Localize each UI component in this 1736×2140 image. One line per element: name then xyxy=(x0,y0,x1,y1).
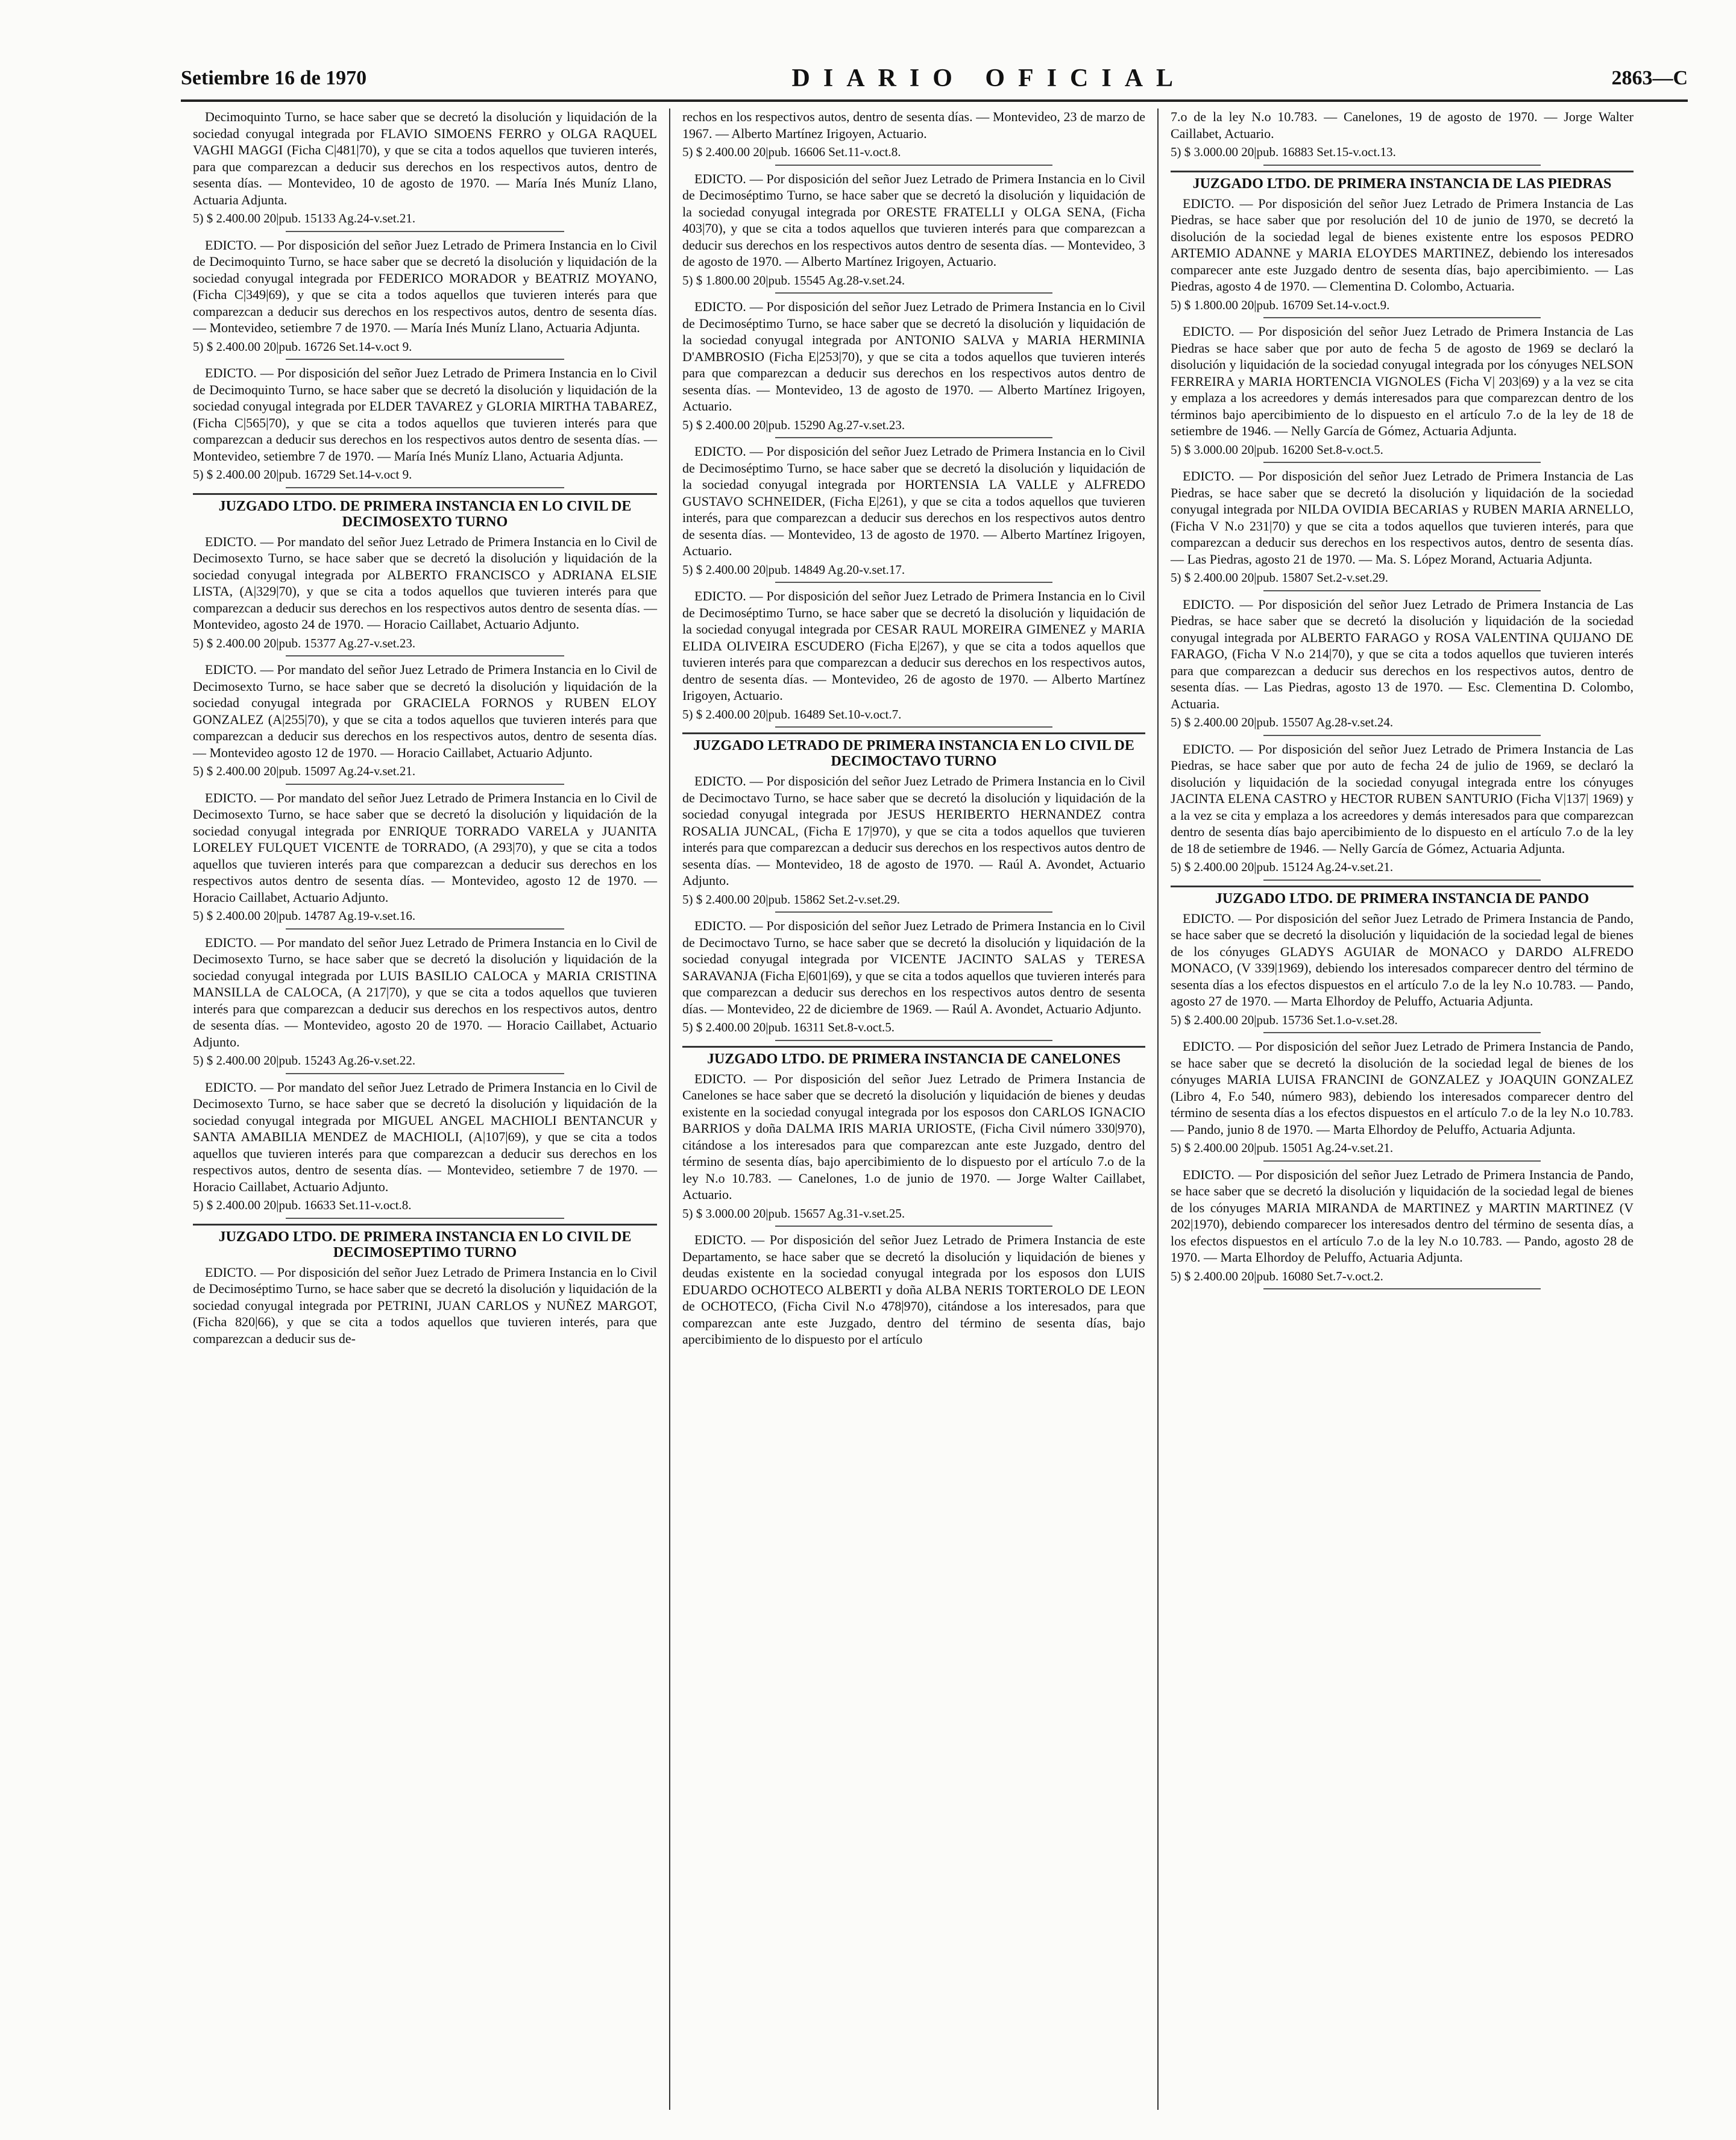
notice-separator xyxy=(286,359,564,360)
edict-notice: Decimoquinto Turno, se hace saber que se decretó la disolución y liquidación de la sociedad conyugal integrada por FLAVIO SIMOENS FERRO y OLGA RAQUEL VAGHI MAGGI (Ficha C|481|70), y que se cita a todos aquellos que tuvieren interés, para que comparezcan a deducir sus derechos en los respectivos autos, dentro de sesenta días. — Montevideo, 10 de agosto de 1970. — María Inés Muníz Llano, Actuaria Adjunta. xyxy=(193,109,657,207)
publication-fee-line: 5) $ 3.000.00 20|pub. 15657 Ag.31-v.set.25. xyxy=(682,1206,905,1221)
court-section-heading: JUZGADO LTDO. DE PRIMERA INSTANCIA DE CANELONES xyxy=(682,1046,1145,1067)
publication-fee-line: 5) $ 2.400.00 20|pub. 15097 Ag.24-v.set.21. xyxy=(193,764,416,778)
notice-separator xyxy=(1263,462,1541,463)
publication-fee-line: 5) $ 2.400.00 20|pub. 15807 Set.2-v.set.29. xyxy=(1171,570,1388,585)
notice-separator xyxy=(775,1040,1053,1041)
notice-separator xyxy=(286,231,564,232)
publication-fee-line: 5) $ 2.400.00 20|pub. 16311 Set.8-v.oct.5. xyxy=(682,1020,895,1034)
column-3 xyxy=(1157,109,1646,2110)
edict-notice: EDICTO. — Por mandato del señor Juez Letrado de Primera Instancia en lo Civil de Decimosexto Turno, se hace saber que se decretó la disolución y liquidación de la sociedad conyugal integrada por ENRIQUE TORRADO VARELA y JUANITA LORELEY FULQUET VICENTE de TORRADO, (A 293|70), y que se cita a todos aquellos que tuvieren interés para que comparezcan a deducir sus derechos en los respectivos autos dentro de sesenta días. — Montevideo, agosto 12 de 1970. — Horacio Caillabet, Actuario Adjunto. xyxy=(193,790,657,905)
notice-separator xyxy=(286,487,564,488)
edict-notice: EDICTO. — Por disposición del señor Juez Letrado de Primera Instancia de Las Piedras se hace saber que por auto de fecha 5 de agosto de 1969 se declaró la disolución y liquidación de la sociedad conyugal integrada por los cónyuges NELSON FERREIRA y MARIA HORTENCIA VIGNOLES (Ficha V| 203|69) y a la vez se cita y emplaza a los acreedores y demás interesados para que comparezcan dentro de los términos bajo apercibimiento de lo dispuesto en el artículo 7.o de la ley de 18 de setiembre de 1946. — Nelly García de Gómez, Actuaria Adjunta. xyxy=(1171,324,1634,438)
edict-notice: EDICTO. — Por disposición del señor Juez Letrado de Primera Instancia de este Departamento, se hace saber que se decretó la disolución y liquidación de bienes y deudas existente en la sociedad conyugal integrada por los esposos don LUIS EDUARDO OCHOTECO ALBERTI y doña ALBA NERIS TORTEROLO DE LEON de OCHOTECO, (Ficha Civil N.o 478|970), citándose a los interesados, para que comparezcan ante este Juzgado, dentro del término de sesenta días, bajo apercibimiento de lo dispuesto por el artículo xyxy=(682,1232,1145,1347)
edict-notice: EDICTO. — Por disposición del señor Juez Letrado de Primera Instancia en lo Civil de Decimoséptimo Turno, se hace saber que se decretó la disolución y liquidación de la sociedad conyugal integrada por CESAR RAUL MOREIRA GIMENEZ y MARIA ELIDA OLIVEIRA ESCUDERO (Ficha E|267), y que se cita a todos aquellos que tuvieren interés para que comparezcan a deducir sus derechos en los respectivos autos, dentro de sesenta días. — Montevideo, 26 de agosto de 1970. — Alberto Martínez Irigoyen, Actuario. xyxy=(682,588,1145,703)
notice-separator xyxy=(286,784,564,785)
columns xyxy=(181,109,1688,2110)
publication-fee-line: 5) $ 2.400.00 20|pub. 15243 Ag.26-v.set.22. xyxy=(193,1053,416,1068)
edict-notice: EDICTO. — Por disposición del señor Juez Letrado de Primera Instancia de Pando, se hace saber que se decretó la disolución de la sociedad legal de bienes de los cónyuges MARIA LUISA FRANCINI de GONZALEZ y JOAQUIN GONZALEZ (Libro 4, F.o 540, número 983), debiendo los interesados comparecer dentro del término de sesenta días a los efectos dispuestos en el artículo 7.o de la ley N.o 10.783. — Pando, junio 8 de 1970. — Marta Elhordoy de Peluffo, Actuaria Adjunta. xyxy=(1171,1039,1634,1137)
notice-separator xyxy=(1263,735,1541,736)
publication-fee-line: 5) $ 2.400.00 20|pub. 16633 Set.11-v.oct.8. xyxy=(193,1198,412,1212)
column-1 xyxy=(181,109,669,2110)
edict-notice: EDICTO. — Por mandato del señor Juez Letrado de Primera Instancia en lo Civil de Decimosexto Turno, se hace saber que se decretó la disolución y liquidación de la sociedad conyugal integrada por GRACIELA FORNOS y RUBEN ELOY GONZALEZ (A|255|70), y que se cita a todos aquellos que tuvieren interés para que comparezcan a deducir sus derechos en los respectivos autos, dentro de sesenta días. — Montevideo agosto 12 de 1970. — Horacio Caillabet, Actuario Adjunto. xyxy=(193,662,657,760)
court-section-heading: JUZGADO LETRADO DE PRIMERA INSTANCIA EN LO CIVIL DE DECIMOCTAVO TURNO xyxy=(682,732,1145,769)
publication-fee-line: 5) $ 2.400.00 20|pub. 14849 Ag.20-v.set.17. xyxy=(682,562,905,577)
edict-notice: EDICTO. — Por disposición del señor Juez Letrado de Primera Instancia en lo Civil de Decimoséptimo Turno, se hace saber que se decretó la disolución y liquidación de la sociedad conyugal integrada por ORESTE FRATELLI y OLGA SENA, (Ficha 403|70), y que se cita a todos aquellos que tuvieren interés para que comparezcan a deducir sus derechos en los respectivos autos dentro de sesenta días. — Montevideo, 3 de agosto de 1970. — Alberto Martínez Irigoyen, Actuario. xyxy=(682,171,1145,269)
publication-fee-line: 5) $ 2.400.00 20|pub. 16729 Set.14-v.oct 9. xyxy=(193,467,412,482)
edict-notice: EDICTO. — Por disposición del señor Juez Letrado de Primera Instancia de Las Piedras, se hace saber que se decretó la disolución y liquidación de la sociedad conyugal integrada por ALBERTO FARAGO y ROSA VALENTINA QUIJANO DE FARAGO, (Ficha V N.o 214|70), y que se cita a todos aquellos que tuvieren interés para que comparezcan a deducir sus derechos en los respectivos autos, dentro de sesenta días. — Las Piedras, agosto 13 de 1970. — Esc. Clementina D. Colombo, Actuaria. xyxy=(1171,596,1634,711)
publication-fee-line: 5) $ 2.400.00 20|pub. 15133 Ag.24-v.set.21. xyxy=(193,211,416,225)
publication-fee-line: 5) $ 2.400.00 20|pub. 14787 Ag.19-v.set.16. xyxy=(193,908,416,923)
page-number: 2863—C xyxy=(1611,67,1688,89)
court-section-heading: JUZGADO LTDO. DE PRIMERA INSTANCIA DE PANDO xyxy=(1171,886,1634,907)
edict-notice: EDICTO. — Por mandato del señor Juez Letrado de Primera Instancia en lo Civil de Decimosexto Turno, se hace saber que se decretó la disolución y liquidación de la sociedad conyugal integrada por LUIS BASILIO CALOCA y MARIA CRISTINA MANSILLA de CALOCA, (A 217|70), y que se cita a todos aquellos que tuvieren interés para que comparezcan a deducir sus derechos en los respectivos autos, dentro de sesenta días. — Montevideo, agosto 20 de 1970. — Horacio Caillabet, Actuario Adjunto. xyxy=(193,934,657,1050)
notice-separator xyxy=(286,928,564,930)
publication-fee-line: 5) $ 2.400.00 20|pub. 15736 Set.1.o-v.set.28. xyxy=(1171,1012,1398,1027)
edict-notice: EDICTO. — Por disposición del señor Juez Letrado de Primera Instancia de Canelones se hace saber que se decretó la disolución y liquidación de bienes y deudas existente en la sociedad conyugal integrada por los esposos don CARLOS IGNACIO BARRIOS y doña DALMA IRIS MARIA URIOSTE, (Ficha Civil número 330|970), citándose a los interesados para que comparezcan ante este Juzgado, dentro del término de sesenta días, bajo apercibimiento de lo dispuesto por el artículo 7.o de la ley N.o 10.783. — Canelones, 1.o de junio de 1970. — Jorge Walter Caillabet, Actuario. xyxy=(682,1071,1145,1202)
publication-fee-line: 5) $ 2.400.00 20|pub. 15862 Set.2-v.set.29. xyxy=(682,892,900,907)
publication-fee-line: 5) $ 2.400.00 20|pub. 16489 Set.10-v.oct.7. xyxy=(682,707,902,722)
edict-notice: EDICTO. — Por disposición del señor Juez Letrado de Primera Instancia en lo Civil de Decimoctavo Turno, se hace saber que se decretó la disolución y liquidación de la sociedad conyugal integrada por VICENTE JACINTO SALAS y TERESA SARAVANJA (Ficha E|601|69), y que se cita a todos aquellos que tuvieren interés para que comparezcan a deducir sus derechos en los respectivos autos dentro de sesenta días. — Montevideo, 22 de diciembre de 1969. — Raúl A. Avondet, Actuario Adjunto. xyxy=(682,918,1145,1016)
publication-fee-line: 5) $ 2.400.00 20|pub. 15290 Ag.27-v.set.23. xyxy=(682,417,905,432)
notice-separator xyxy=(775,292,1053,294)
publication-fee-line: 5) $ 1.800.00 20|pub. 16709 Set.14-v.oct.9. xyxy=(1171,297,1390,312)
court-section-heading: JUZGADO LTDO. DE PRIMERA INSTANCIA EN LO CIVIL DE DECIMOSEPTIMO TURNO xyxy=(193,1224,657,1260)
edict-notice: EDICTO. — Por disposición del señor Juez Letrado de Primera Instancia en lo Civil de Decimoséptimo Turno, se hace saber que se decretó la disolución y liquidación de la sociedad conyugal integrada por PETRINI, JUAN CARLOS y NUÑEZ MARGOT, (Ficha 820|66), y que se cita a todos aquellos que tuvieren interés, para que comparezcan a deducir sus de- xyxy=(193,1264,657,1346)
edict-notice: EDICTO. — Por disposición del señor Juez Letrado de Primera Instancia de Las Piedras, se hace saber que por resolución del 10 de junio de 1970, se decretó la disolución de la sociedad legal de bienes existente entre los esposos PEDRO ARTEMIO ADANNE y MARIA ELOYDES MARTINEZ, debiendo los interesados comparecer ante este Juzgado dentro de sesenta días, bajo apercibimiento. — Las Piedras, agosto 4 de 1970. — Clementina D. Colombo, Actuaria. xyxy=(1171,195,1634,294)
edict-notice: EDICTO. — Por mandato del señor Juez Letrado de Primera Instancia en lo Civil de Decimosexto Turno, se hace saber que se decretó la disolución y liquidación de la sociedad conyugal integrada por ALBERTO FRANCISCO y ADRIANA ELSIE LISTA, (A|329|70), y que se cita a todos aquellos que tuvieren interés para que comparezcan a deducir sus derechos en los respectivos autos dentro de sesenta días. — Montevideo, agosto 24 de 1970. — Horacio Caillabet, Actuario Adjunto. xyxy=(193,533,657,632)
publication-fee-line: 5) $ 2.400.00 20|pub. 16726 Set.14-v.oct 9. xyxy=(193,339,412,354)
notice-separator xyxy=(775,165,1053,166)
publication-fee-line: 5) $ 3.000.00 20|pub. 16883 Set.15-v.oct.13. xyxy=(1171,145,1396,159)
notice-separator xyxy=(286,1218,564,1219)
notice-separator xyxy=(775,726,1053,728)
edict-notice: EDICTO. — Por disposición del señor Juez Letrado de Primera Instancia de Pando, se hace saber que se decretó la disolución y liquidación de la sociedad legal de bienes de los cónyuges GLADYS AGUIAR de MONACO y DARDO ALFREDO MONACO, (V 339|1969), debiendo los interesados comparecer dentro del término de sesenta días a los efectos dispuestos en el artículo 7.o de la ley N.o 10.783. — Pando, agosto 27 de 1970. — Marta Elhordoy de Peluffo, Actuaria Adjunta. xyxy=(1171,910,1634,1009)
notice-separator xyxy=(1263,165,1541,166)
notice-separator xyxy=(1263,880,1541,881)
edict-notice: EDICTO. — Por mandato del señor Juez Letrado de Primera Instancia en lo Civil de Decimosexto Turno, se hace saber que se decretó la disolución y liquidación de la sociedad conyugal integrada por MIGUEL ANGEL MACHIOLI BENTANCUR y SANTA AMABILIA MENDEZ de MACHIOLI, (A|107|69), y que se cita a todos aquellos que tuvieren interés para que comparezcan a deducir sus derechos en los respectivos autos, dentro de sesenta días. — Montevideo, setiembre 7 de 1970. — Horacio Caillabet, Actuario Adjunto. xyxy=(193,1079,657,1194)
edict-notice: EDICTO. — Por disposición del señor Juez Letrado de Primera Instancia de Pando, se hace saber que se decretó la disolución y liquidación de la sociedad legal de bienes de los cónyuges MARIA MIRANDA de MARTINEZ y MARTIN MARTINEZ (V 202|1970), debiendo comparecer los interesados dentro del término de sesenta días, a los efectos dispuestos en el artículo 7.o de la ley N.o 10.783. — Pando, agosto 28 de 1970. — Marta Elhordoy de Peluffo, Actuaria Adjunta. xyxy=(1171,1166,1634,1265)
header-rule xyxy=(181,99,1688,102)
notice-continuation: rechos en los respectivos autos, dentro de sesenta días. — Montevideo, 23 de marzo de 1967. — Alberto Martínez Irigoyen, Actuario. xyxy=(682,109,1145,141)
edict-notice: EDICTO. — Por disposición del señor Juez Letrado de Primera Instancia en lo Civil de Decimoctavo Turno, se hace saber que se decretó la disolución y liquidación de la sociedad conyugal integrada por JESUS HERIBERTO HERNANDEZ contra ROSALIA JUNCAL, (Ficha E 17|970), y que se cita a todos aquellos que tuvieren interés para que comparezcan a deducir sus derechos en los respectivos autos dentro de sesenta días. — Montevideo, 18 de agosto de 1970. — Raúl A. Avondet, Actuario Adjunto. xyxy=(682,773,1145,888)
publication-fee-line: 5) $ 2.400.00 20|pub. 16080 Set.7-v.oct.2. xyxy=(1171,1268,1383,1283)
page-header xyxy=(181,60,1688,96)
edict-notice: EDICTO. — Por disposición del señor Juez Letrado de Primera Instancia en lo Civil de Decimoséptimo Turno, se hace saber que se decretó la disolución y liquidación de la sociedad conyugal integrada por ANTONIO SALVA y MARIA HERMINIA D'AMBROSIO (Ficha E|253|70), y que se cita a todos aquellos que tuvieren interés para que comparezcan a deducir sus derechos en los respectivos autos dentro de sesenta días. — Montevideo, 13 de agosto de 1970. — Alberto Martínez Irigoyen, Actuario. xyxy=(682,299,1145,414)
publication-fee-line: 5) $ 3.000.00 20|pub. 16200 Set.8-v.oct.5. xyxy=(1171,442,1383,457)
edict-notice: EDICTO. — Por disposición del señor Juez Letrado de Primera Instancia en lo Civil de Decimoquinto Turno, se hace saber que se decretó la disolución y liquidación de la sociedad conyugal integrada por ELDER TAVAREZ y GLORIA MIRTHA TABAREZ, (Ficha C|565|70), y que se cita a todos aquellos que tuvieren interés para que comparezcan a deducir sus derechos en los respectivos autos dentro de sesenta días. — Montevideo, setiembre 7 de 1970. — María Inés Muníz Llano, Actuaria Adjunta. xyxy=(193,365,657,464)
edict-notice: EDICTO. — Por disposición del señor Juez Letrado de Primera Instancia de Las Piedras, se hace saber que se decretó la disolución y liquidación de la sociedad conyugal integrada por NILDA OVIDIA BECARIAS y RUBEN MARIA ARNELLO, (Ficha V N.o 231|70) y que se cita a todos aquellos que tuvieren interés, para que comparezcan a deducir sus derechos en los respectivos autos, dentro de sesenta días. — Las Piedras, agosto 21 de 1970. — Ma. S. López Morand, Actuaria Adjunta. xyxy=(1171,468,1634,567)
notice-separator xyxy=(1263,1032,1541,1033)
notice-continuation: 7.o de la ley N.o 10.783. — Canelones, 19 de agosto de 1970. — Jorge Walter Caillabet, Actuario. xyxy=(1171,109,1634,141)
publication-fee-line: 5) $ 2.400.00 20|pub. 15051 Ag.24-v.set.21. xyxy=(1171,1141,1394,1155)
notice-separator xyxy=(286,1073,564,1074)
publication-fee-line: 5) $ 2.400.00 20|pub. 15377 Ag.27-v.set.23. xyxy=(193,635,416,650)
notice-separator xyxy=(1263,590,1541,591)
court-section-heading: JUZGADO LTDO. DE PRIMERA INSTANCIA DE LAS PIEDRAS xyxy=(1171,171,1634,192)
court-section-heading: JUZGADO LTDO. DE PRIMERA INSTANCIA EN LO CIVIL DE DECIMOSEXTO TURNO xyxy=(193,493,657,530)
notice-separator xyxy=(1263,317,1541,318)
edict-notice: EDICTO. — Por disposición del señor Juez Letrado de Primera Instancia en lo Civil de Decimoquinto Turno, se hace saber que se decretó la disolución y liquidación de la sociedad conyugal integrada por FEDERICO MORADOR y BEATRIZ MOYANO, (Ficha C|349|69), y que se cita a todos aquellos que tuvieren interés para que comparezcan a deducir sus derechos en los respectivos autos, dentro de sesenta días. — Montevideo, setiembre 7 de 1970. — María Inés Muníz Llano, Actuaria Adjunta. xyxy=(193,237,657,335)
notice-separator xyxy=(775,582,1053,583)
notice-separator xyxy=(1263,1288,1541,1289)
publication-fee-line: 5) $ 2.400.00 20|pub. 15124 Ag.24-v.set.21. xyxy=(1171,860,1394,874)
header-date: Setiembre 16 de 1970 xyxy=(181,67,367,89)
notice-separator xyxy=(775,911,1053,913)
notice-separator xyxy=(775,1226,1053,1227)
notice-separator xyxy=(775,437,1053,438)
column-2 xyxy=(669,109,1157,2110)
notice-separator xyxy=(286,655,564,656)
publication-title: DIARIO OFICIAL xyxy=(791,65,1187,92)
edict-notice: EDICTO. — Por disposición del señor Juez Letrado de Primera Instancia de Las Piedras, se hace saber que por auto de fecha 24 de julio de 1969, se declaró la disolución y liquidación de la sociedad conyugal integrada entre los cónyuges JACINTA ELENA CASTRO y HECTOR RUBEN SANTURIO (Ficha V|137| 1969) y a la vez se cita y emplaza a los acreedores y demás interesados para que comparezcan dentro de sesenta días bajo apercibimiento de lo dispuesto en el artículo 7.o de la ley de 18 de setiembre de 1946. — Nelly García de Gómez, Actuaria Adjunta. xyxy=(1171,741,1634,856)
notice-separator xyxy=(1263,1160,1541,1162)
publication-fee-line: 5) $ 2.400.00 20|pub. 16606 Set.11-v.oct.8. xyxy=(682,145,901,159)
publication-fee-line: 5) $ 1.800.00 20|pub. 15545 Ag.28-v.set.24. xyxy=(682,272,905,288)
edict-notice: EDICTO. — Por disposición del señor Juez Letrado de Primera Instancia en lo Civil de Decimoséptimo Turno, se hace saber que se decretó la disolución y liquidación de la sociedad conyugal integrada por HORTENSIA LA VALLE y ALFREDO GUSTAVO SCHNEIDER, (Ficha E|261), y que se cita a todos aquellos que tuvieren interés, para que comparezcan a deducir sus derechos en los respectivos autos dentro de sesenta días. — Montevideo, 13 de agosto de 1970. — Alberto Martínez Irigoyen, Actuario. xyxy=(682,444,1145,558)
publication-fee-line: 5) $ 2.400.00 20|pub. 15507 Ag.28-v.set.24. xyxy=(1171,715,1394,729)
